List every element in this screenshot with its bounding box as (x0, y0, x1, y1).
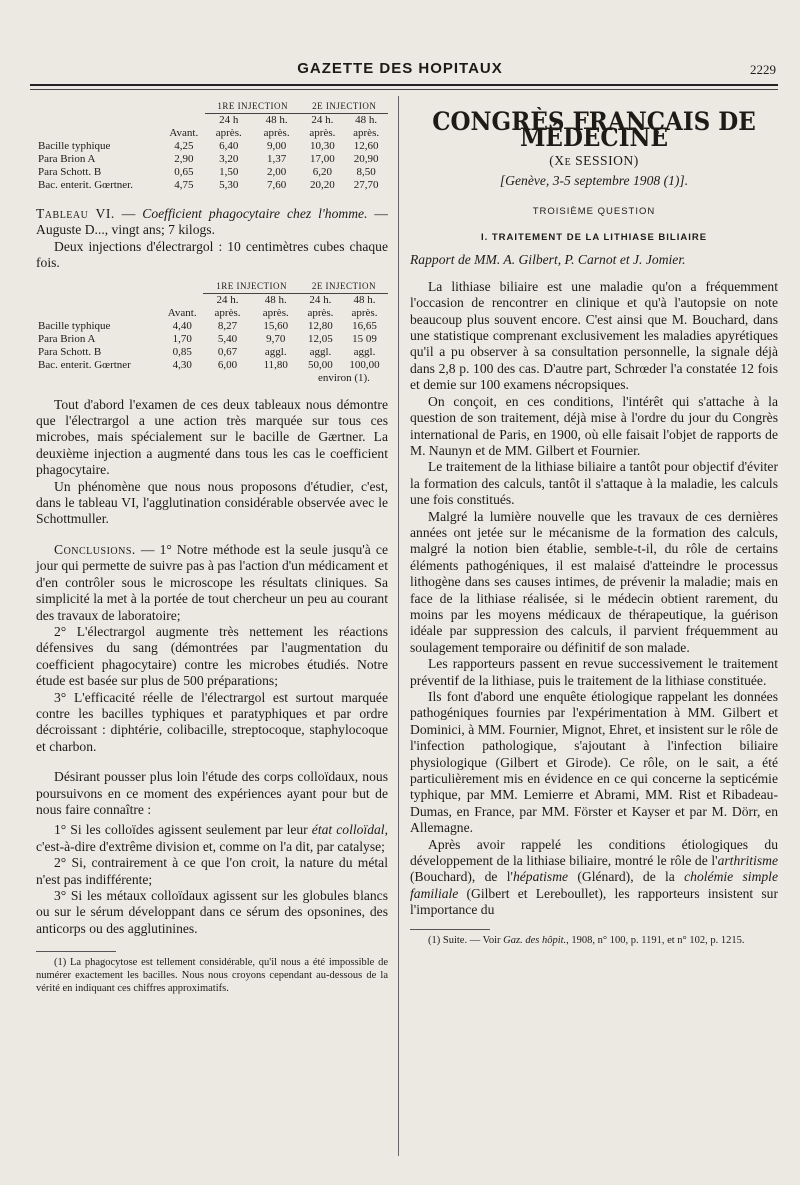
cell: 5,30 (219, 179, 239, 191)
conclusions-paragraph (36, 542, 388, 624)
cell: 9,00 (266, 140, 287, 152)
header-rule-thin (30, 89, 778, 90)
paragraph: Désirant pousser plus loin l'étude des corps colloïdaux, nous poursuivons en ce moment des expériences ayant pour but de nous faire connaître : (36, 769, 388, 817)
cell: 0,85 (172, 345, 192, 358)
table2-col-bottom: après. (307, 306, 334, 319)
paragraph: Tout d'abord l'examen de ces deux tableaux nous démontre que l'électrargol a une action très marquée sur tous ces microbes, mais spécialement sur le bacille de Gærtner. La deuxième injection a augmenté dans tous les cas le coefficient phagocytaire. (36, 396, 388, 478)
cell: aggl. (309, 345, 332, 358)
text: , c'est-à-dire d'extrême division et, comme on l'a dit, par catalyse; (36, 822, 388, 854)
list-item (36, 822, 388, 855)
text-italic: cholémie simple familiale (410, 869, 778, 901)
congres-title: CONGRÈS FRANÇAIS DE MÉDECINE (432, 107, 756, 153)
table2-col-top (161, 293, 203, 307)
text-italic: état colloïdal (311, 822, 385, 838)
cell: 8,27 (217, 319, 238, 332)
paragraph: Ils font d'abord une enquête étiologique rappelant les données pathogéniques fournies par l'expérimentation à MM. Gilbert et Dominici, à MM. Fournier, Mignot, Ehret, et insistent sur le rôle de l'infection pathologique, s'ajoutant à l'infection biliaire physiologique (Gilbert et Girode). Ce rôle, on le sait, a été particulièrement mis en évidence en ce qui concerne la septicémie typhique, par MM. Lemierre et Abrami, MM. Rist et Ribadeau-Dumas, en France, par MM. Förster et Kayser et par M. Dörr, en Allemagne. (410, 689, 778, 836)
cell: 9,70 (266, 332, 286, 345)
table2-col-top: 48 h. (353, 293, 376, 306)
running-header-title: GAZETTE DES HOPITAUX (297, 60, 503, 77)
cell: 100,00 (349, 358, 380, 371)
phagocytosis-table-1 (36, 100, 388, 192)
row-label: Bacille typhique (38, 140, 111, 152)
cell: 12,80 (308, 319, 333, 332)
text: Après avoir rappelé les conditions étiologiques du développement de la lithiase biliaire, montré le rôle de l' (410, 836, 778, 869)
table2-col-top: 48 h. (264, 293, 287, 306)
tableau-caption: Tableau VI. — Coefficient phagocytaire chez l'homme. — Auguste D..., vingt ans; 7 kilogs. (36, 206, 389, 238)
row-label: Para Brion A (38, 153, 96, 165)
left-column (36, 100, 388, 995)
cell: 17,00 (310, 153, 335, 165)
table1-col-top: 24 h (219, 114, 239, 126)
table-row (36, 359, 388, 372)
row-label: Para Brion A (38, 332, 96, 345)
cell: 7,60 (266, 179, 287, 191)
paragraph (410, 837, 778, 919)
cell: 0,67 (217, 345, 238, 358)
table-row (36, 346, 388, 359)
row-label: Bac. enterit. Gœrtner (38, 358, 131, 371)
cell: 15,60 (263, 319, 289, 332)
cell: 5,40 (217, 332, 238, 345)
cell: 0,65 (174, 166, 194, 178)
header-rule (30, 84, 778, 86)
table-row (36, 166, 388, 179)
table-row (36, 153, 388, 166)
cell: 6,20 (312, 166, 333, 178)
cell: 50,00 (308, 358, 333, 371)
table1-group-2: 2E INJECTION (301, 100, 388, 114)
table-row (36, 333, 388, 346)
tableau-label: Tableau VI. (36, 206, 115, 221)
cell: 10,30 (310, 140, 335, 152)
text-italic: arthritisme (717, 853, 778, 869)
paragraph: Un phénomène que nous nous proposons d'étudier, c'est, dans le tableau VI, l'agglutination considérable observée avec le Schottmuller. (36, 478, 388, 527)
table1-col-bottom: après. (215, 127, 242, 139)
cell: 8,50 (356, 166, 376, 178)
paragraph: 2° L'électrargol augmente très nettement les réactions défensives du sang (démontrées par l'augmentation du coefficient phagocytaire) contre les microbes étudiés. Notre étude est basée sur plus de 500 préparations; (36, 623, 388, 689)
cell: 12,60 (353, 140, 379, 152)
tableau-injections: Deux injections d'électrargol : 10 centimètres cubes chaque fois. (36, 238, 388, 271)
right-column (410, 107, 778, 947)
conclusions-text: — 1° Notre méthode est la seule jusqu'à ce jour qui permette de suivre pas à pas l'action d'un médicament et d'en contrôler sous le microscope les résultats cliniques. Sa simplicité la met à la portée de tout chercheur un peu au courant des travaux de laboratoire; (36, 541, 388, 623)
cell: 4,75 (174, 179, 194, 191)
tableau-subject: Auguste D..., vingt ans; 7 kilogs. (36, 222, 215, 238)
tableau-title: Coefficient phagocytaire chez l'homme. (142, 206, 368, 221)
cell: 1,70 (172, 332, 192, 345)
table-row (36, 320, 388, 333)
row-label: Bacille typhique (38, 319, 111, 332)
cell: 11,80 (263, 358, 288, 371)
page-number: 2229 (750, 62, 776, 77)
table2-col-bottom: après. (214, 306, 241, 319)
cell: 6,00 (217, 358, 238, 371)
text: , 1908, n° 100, p. 1191, et n° 102, p. 1215. (566, 934, 745, 946)
cell: 20,90 (353, 153, 379, 165)
cell: 4,25 (174, 140, 194, 152)
cell: 4,40 (172, 319, 192, 332)
cell: 16,65 (352, 319, 377, 332)
cell: 3,20 (219, 153, 239, 165)
footnote (410, 934, 778, 947)
table1-col-bottom: après. (263, 127, 290, 139)
cell: 2,00 (266, 166, 287, 178)
table-row (36, 140, 388, 153)
text: (1) Suite. — Voir (428, 934, 504, 946)
table2-col-bottom: Avant. (167, 306, 197, 319)
table2-group-2: 2E INJECTION (300, 280, 388, 294)
cell: 4,30 (172, 358, 192, 371)
table2-col-bottom: après. (351, 306, 378, 319)
rapport-heading: Rapport de MM. A. Gilbert, P. Carnot et J. Jomier. (410, 252, 686, 268)
cell: 12,05 (308, 332, 333, 345)
footnote-rule (410, 929, 490, 930)
cell: 15 09 (352, 332, 377, 345)
paragraph: Malgré la lumière nouvelle que les travaux de ces dernières années ont jetée sur le mécanisme de la formation des calculs, malgré la notion bien établie, semble-t-il, du rôle de certains éléments pathogéniques, il est malaisé d'atteindre le processus lithogène dans ses causes intimes, de prévenir la maladie; mais en face de la lithiase réalisée, si le médecin obtient rarement, du moins par les moyens médicaux de thérapeutique, la guérison idéale par suppression des calculs, il parvient fréquemment au soulagement temporaire ou définitif de son malade. (410, 508, 778, 655)
question-heading: TROISIÈME QUESTION (532, 205, 656, 217)
table1-col-top (163, 114, 205, 128)
phagocytosis-table-2 (36, 280, 388, 385)
place-date: [Genève, 3-5 septembre 1908 (1)]. (499, 173, 689, 189)
text: (Gilbert et Lereboullet), les rapporteurs insistent sur l'importance du (410, 885, 778, 918)
table2-col-top: 24 h. (309, 293, 332, 306)
row-label: Para Schott. B (38, 166, 102, 178)
cell: 27,70 (353, 179, 379, 191)
row-label: Para Schott. B (38, 345, 102, 358)
text: (Bouchard), de l' (410, 869, 513, 885)
table2-col-top: 24 h. (216, 293, 239, 306)
footnote-rule (36, 951, 116, 952)
table-row (36, 179, 388, 192)
table1-col-bottom: après. (353, 127, 380, 139)
text: (Glénard), de la (568, 869, 685, 885)
table1-col-bottom: Avant. (169, 127, 199, 139)
table1-col-bottom: après. (309, 127, 336, 139)
paragraph: On conçoit, en ces conditions, l'intérêt qui s'attache à la question de son traitement, déjà mise à l'ordre du jour du Congrès international de Paris, en 1900, où elle faisait l'objet de rapports de M. Naunyn et de MM. Gilbert et Fournier. (410, 393, 778, 458)
conclusions-label: Conclusions. (54, 541, 136, 557)
cell: 2,90 (174, 153, 194, 165)
table1-col-top: 48 h. (355, 114, 378, 126)
paragraph: 3° L'efficacité réelle de l'électrargol est surtout marquée contre les bacilles typhiques et paratyphiques et par ordre décroissant : diphtérie, colibacille, streptocoque, staphylocoque et charbon. (36, 689, 388, 754)
column-divider (398, 96, 399, 1156)
text-italic: hépatisme (512, 869, 569, 885)
cell: 1,37 (266, 153, 287, 165)
list-item: 2° Si, contrairement à ce que l'on croit, la nature du métal n'est pas indifférente; (36, 855, 388, 887)
text: 1° Si les colloïdes agissent seulement par leur (54, 822, 312, 838)
cell: aggl. (264, 345, 287, 358)
table2-col-bottom: après. (262, 306, 289, 319)
table1-col-top: 24 h. (311, 114, 334, 126)
text-italic: Gaz. des hôpit. (503, 934, 567, 946)
row-label: Bac. enterit. Gœrtner. (38, 179, 133, 191)
session: (Xe SESSION) (549, 152, 639, 168)
cell: 1,50 (219, 166, 239, 178)
cell: 6,40 (219, 140, 239, 152)
cell: 20,20 (310, 179, 335, 191)
table2-group-1: 1RE INJECTION (203, 280, 299, 294)
cell: aggl. (353, 345, 376, 358)
paragraph: Le traitement de la lithiase biliaire a tantôt pour objectif d'éviter la formation des calculs, tantôt il s'attaque à la maladie, les calculs une fois constitués. (410, 459, 778, 508)
table1-col-top: 48 h. (265, 114, 288, 126)
table2-note: environ (1). (317, 371, 370, 384)
table1-group-1: 1RE INJECTION (205, 100, 301, 114)
paragraph: La lithiase biliaire est une maladie qu'on a fréquemment l'occasion de rencontrer en clinique et qu'à l'autopsie on note beaucoup plus souvent encore. C'est ainsi que M. Bouchard, dans une statistique comprenant exclusivement les maladies apyrétiques qu'il a pu observer à sa consultation personnelle, la signale déjà dans 2,8 p. 100 des cas. D'autre part, Schrœder l'a constatée 12 fois et demie sur 100 examens nécropsiques. (410, 278, 778, 393)
section-heading: I. TRAITEMENT DE LA LITHIASE BILIAIRE (480, 232, 708, 244)
paragraph: Les rapporteurs passent en revue successivement le traitement préventif de la lithiase, puis le traitement de la lithiase constituée. (410, 656, 778, 688)
footnote: (1) La phagocytose est tellement considérable, qu'il nous a été impossible de numérer exactement les bacilles. Nous nous croyons cependant au-dessous de la vérité en indiquant ces chiffres approximatifs. (36, 957, 388, 995)
list-item: 3° Si les métaux colloïdaux agissent sur les globules blancs ou sur le sérum développant dans ce sérum des opsonines, des anticorps ou des agglutinines. (36, 888, 388, 936)
